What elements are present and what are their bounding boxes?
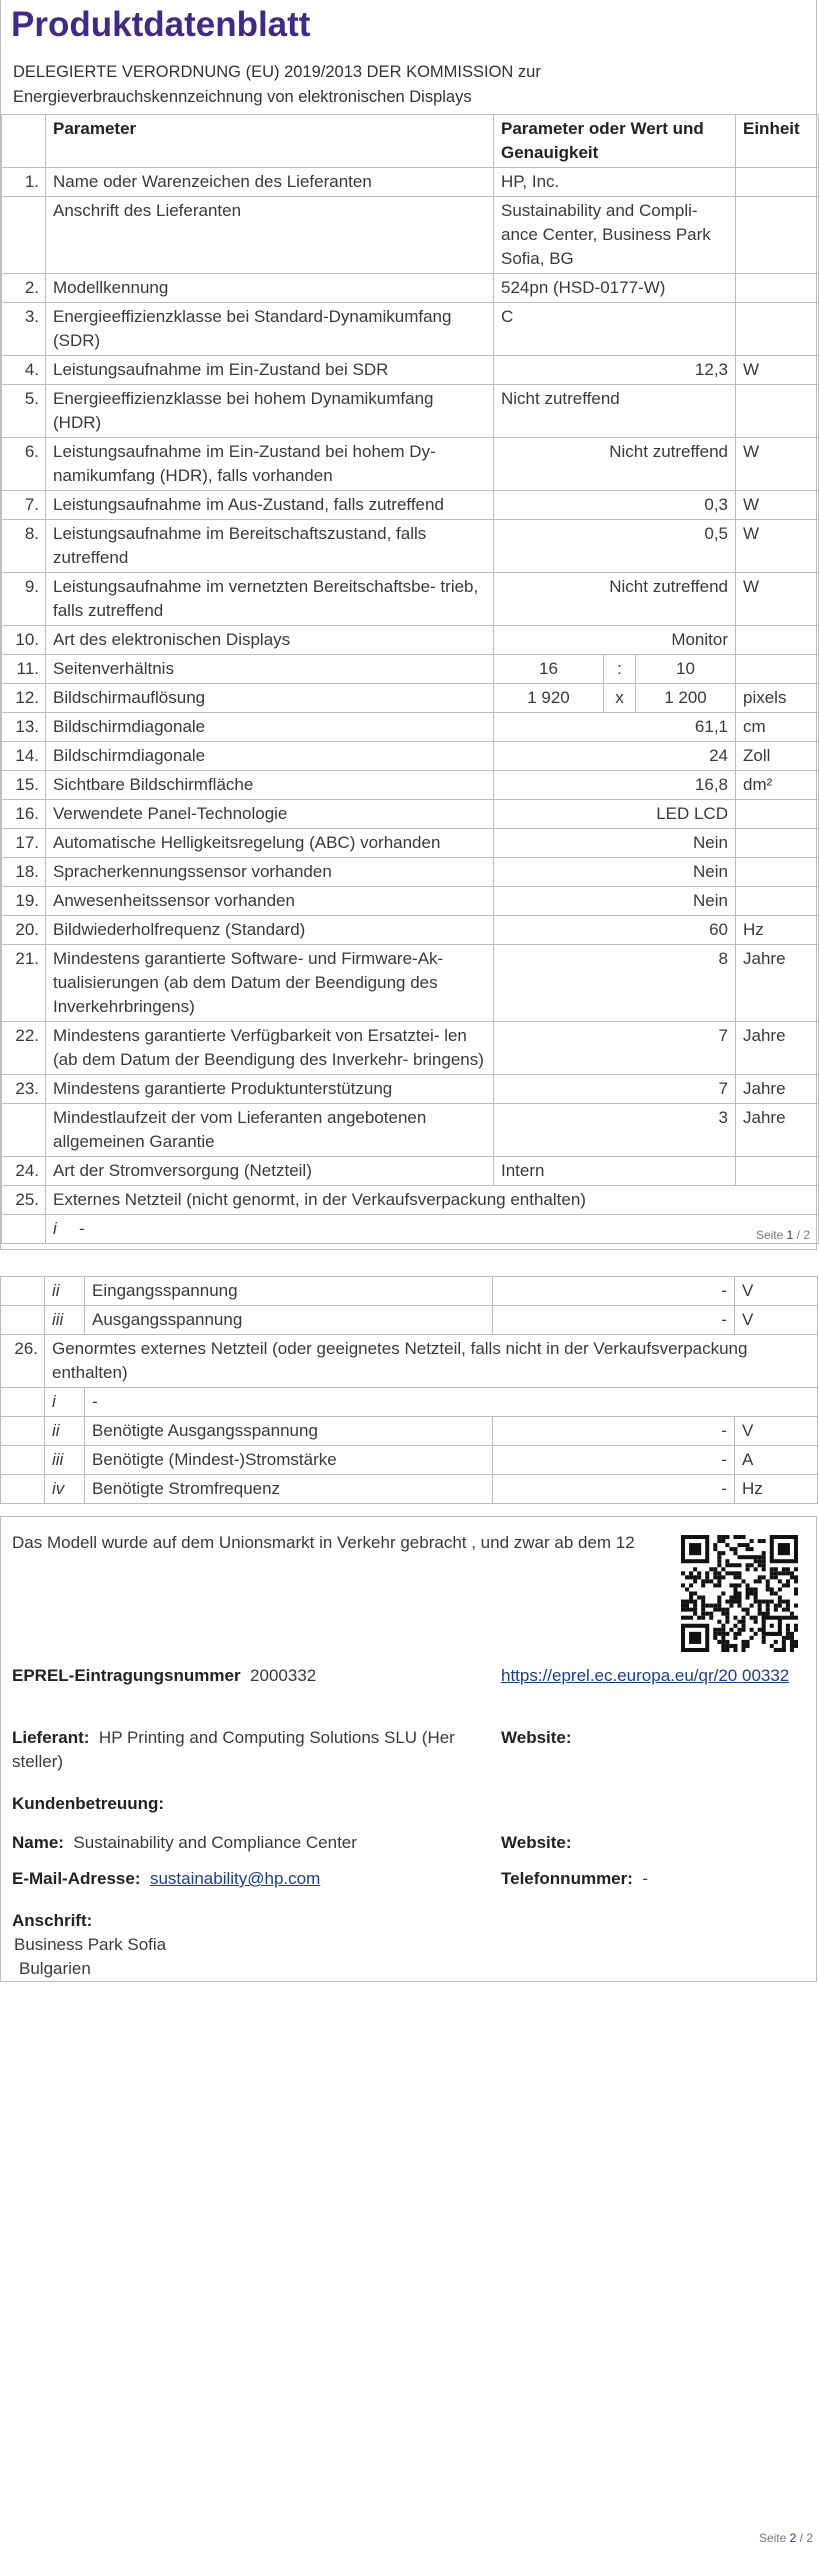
table-row [1, 1417, 818, 1446]
row-value: 3 [494, 1104, 736, 1157]
supplier-website: Website: [501, 1728, 572, 1747]
row-unit: W [736, 520, 819, 573]
row-unit [736, 385, 819, 438]
row-unit: W [736, 491, 819, 520]
row-value: Intern [494, 1157, 736, 1186]
row-unit: A [735, 1446, 818, 1475]
row-number: 25. [2, 1186, 46, 1215]
row-parameter: Modellkennung [46, 274, 494, 303]
row-unit: Zoll [736, 742, 819, 771]
qr-code[interactable] [681, 1535, 798, 1652]
row-value: Nein [494, 887, 736, 916]
page-number: Seite 1 / 2 [755, 1228, 810, 1242]
row-unit: Jahre [736, 945, 819, 1022]
table-row [1, 1475, 818, 1504]
row-unit [736, 887, 819, 916]
row-parameter: Benötigte Ausgangsspannung [85, 1417, 493, 1446]
row-number: 19. [2, 887, 46, 916]
row-parameter: Leistungsaufnahme im Ein-Zustand bei hohem Dy- namikumfang (HDR), falls vorhanden [46, 438, 494, 491]
row-unit: W [736, 573, 819, 626]
row-roman: i [45, 1388, 85, 1417]
row-value-a: 1 920 [494, 684, 604, 713]
row-number: 12. [2, 684, 46, 713]
row-parameter: Anschrift des Lieferanten [46, 197, 494, 274]
contact-phone: Telefonnummer: - [501, 1869, 649, 1888]
row-unit: cm [736, 713, 819, 742]
row-roman: ii [45, 1277, 85, 1306]
row-unit: pixels [736, 684, 819, 713]
table-row [2, 1104, 819, 1157]
table-row [2, 1022, 819, 1075]
row-unit: V [735, 1306, 818, 1335]
row-value: 24 [494, 742, 736, 771]
row-unit: Jahre [736, 1104, 819, 1157]
row-value-sep: : [604, 655, 636, 684]
row-value: Nein [494, 858, 736, 887]
table-row [2, 742, 819, 771]
row-value: Nein [494, 829, 736, 858]
row-parameter: Mindestlaufzeit der vom Lieferanten angebotenen allgemeinen Garantie [46, 1104, 494, 1157]
regulation-subtitle: DELEGIERTE VERORDNUNG (EU) 2019/2013 DER KOMMISSION zur Energieverbrauchskennzeichnung von elektronischen Displays [13, 63, 541, 106]
table-row [1, 1388, 818, 1417]
row-number: 15. [2, 771, 46, 800]
table-row [2, 916, 819, 945]
row-roman: iv [45, 1475, 85, 1504]
page-number-2: Seite 2 / 2 [758, 2531, 813, 2545]
row-number: 26. [1, 1335, 45, 1388]
row-number: 2. [2, 274, 46, 303]
row-roman: iii [45, 1446, 85, 1475]
row-value: 7 [494, 1075, 736, 1104]
row-parameter: Mindestens garantierte Software- und Firmware-Ak- tualisierungen (ab dem Datum der Beendigung des Inverkehrbringens) [46, 945, 494, 1022]
row-number: 13. [2, 713, 46, 742]
eprel-link[interactable]: https://eprel.ec.europa.eu/qr/20 00332 [501, 1666, 790, 1685]
datasheet-page-1 [0, 0, 817, 1250]
row-unit [736, 1157, 819, 1186]
row-number: 7. [2, 491, 46, 520]
row-value: 16,8 [494, 771, 736, 800]
row-value: - [85, 1388, 818, 1417]
row-value: Monitor [494, 626, 736, 655]
row-number: 5. [2, 385, 46, 438]
row-unit [736, 303, 819, 356]
row-value-sep: x [604, 684, 636, 713]
row-number: 8. [2, 520, 46, 573]
eprel-number: EPREL-Eintragungsnummer 2000332 [12, 1666, 317, 1685]
row-value-a: 16 [494, 655, 604, 684]
row-value: 61,1 [494, 713, 736, 742]
row-sub-i: i - [46, 1215, 819, 1244]
row-unit [736, 829, 819, 858]
table-row [2, 274, 819, 303]
row-unit [736, 858, 819, 887]
parameter-table-continued [0, 1276, 818, 1504]
table-row [2, 655, 819, 684]
table-row [2, 303, 819, 356]
row-value: - [493, 1277, 735, 1306]
row-value: 524pn (HSD-0177-W) [494, 274, 736, 303]
row-unit: dm² [736, 771, 819, 800]
row-value: LED LCD [494, 800, 736, 829]
row-number [1, 1388, 45, 1417]
row-number: 20. [2, 916, 46, 945]
row-parameter: Mindestens garantierte Produktunterstützung [46, 1075, 494, 1104]
row-number: 14. [2, 742, 46, 771]
row-value: 12,3 [494, 356, 736, 385]
table-row [1, 1446, 818, 1475]
contact-address: Anschrift: Business Park Sofia Bulgarien [12, 1911, 167, 1978]
row-parameter: Energieeffizienzklasse bei hohem Dynamikumfang (HDR) [46, 385, 494, 438]
table-row [2, 771, 819, 800]
row-parameter: Bildwiederholfrequenz (Standard) [46, 916, 494, 945]
table-row [2, 573, 819, 626]
row-parameter: Leistungsaufnahme im Bereitschaftszustand, falls zutreffend [46, 520, 494, 573]
row-parameter: Seitenverhältnis [46, 655, 494, 684]
row-number [2, 197, 46, 274]
table-row [2, 1215, 819, 1244]
table-row [2, 858, 819, 887]
row-parameter: Leistungsaufnahme im Ein-Zustand bei SDR [46, 356, 494, 385]
table-row [2, 197, 819, 274]
row-parameter: Benötigte (Mindest-)Stromstärke [85, 1446, 493, 1475]
row-parameter: Genormtes externes Netzteil (oder geeignetes Netzteil, falls nicht in der Verkaufsverpackung enthalten) [45, 1335, 818, 1388]
row-unit [736, 655, 819, 684]
row-parameter: Anwesenheitssensor vorhanden [46, 887, 494, 916]
table-row [2, 887, 819, 916]
table-row [2, 829, 819, 858]
table-row [2, 1157, 819, 1186]
row-parameter: Name oder Warenzeichen des Lieferanten [46, 168, 494, 197]
row-value: - [493, 1475, 735, 1504]
contact-website: Website: [501, 1833, 572, 1852]
row-parameter: Leistungsaufnahme im vernetzten Bereitschaftsbe- trieb, falls zutreffend [46, 573, 494, 626]
row-unit: W [736, 438, 819, 491]
row-number: 21. [2, 945, 46, 1022]
table-row [2, 626, 819, 655]
table-row [2, 684, 819, 713]
row-value: - [493, 1306, 735, 1335]
row-value-b: 10 [636, 655, 736, 684]
row-number [2, 1215, 46, 1244]
row-parameter: Bildschirmauflösung [46, 684, 494, 713]
row-number: 23. [2, 1075, 46, 1104]
table-row [2, 438, 819, 491]
row-parameter: Automatische Helligkeitsregelung (ABC) vorhanden [46, 829, 494, 858]
row-unit: W [736, 356, 819, 385]
contact-email: E-Mail-Adresse: sustainability@hp.com [12, 1869, 321, 1888]
row-unit: V [735, 1277, 818, 1306]
row-value: 7 [494, 1022, 736, 1075]
row-parameter: Sichtbare Bildschirmfläche [46, 771, 494, 800]
table-row [2, 1075, 819, 1104]
row-value: 8 [494, 945, 736, 1022]
table-row [2, 168, 819, 197]
header-value: Parameter oder Wert und Genauigkeit [494, 115, 736, 168]
row-number: 3. [2, 303, 46, 356]
table-row [2, 713, 819, 742]
table-row [1, 1277, 818, 1306]
row-value: 0,3 [494, 491, 736, 520]
row-unit: Jahre [736, 1022, 819, 1075]
row-value: 0,5 [494, 520, 736, 573]
row-parameter: Leistungsaufnahme im Aus-Zustand, falls zutreffend [46, 491, 494, 520]
row-value: Nicht zutreffend [494, 438, 736, 491]
table-row [2, 945, 819, 1022]
row-value: HP, Inc. [494, 168, 736, 197]
row-parameter: Energieeffizienzklasse bei Standard-Dynamikumfang (SDR) [46, 303, 494, 356]
row-number [1, 1446, 45, 1475]
table-row [2, 800, 819, 829]
row-number [1, 1306, 45, 1335]
row-parameter: Mindestens garantierte Verfügbarkeit von Ersatztei- len (ab dem Datum der Beendigung des Inverkehr- bringens) [46, 1022, 494, 1075]
row-number [1, 1277, 45, 1306]
table-row [2, 385, 819, 438]
row-number: 17. [2, 829, 46, 858]
table-row [2, 1186, 819, 1215]
row-parameter: Art des elektronischen Displays [46, 626, 494, 655]
row-value: Sustainability and Compli- ance Center, Business Park Sofia, BG [494, 197, 736, 274]
row-number: 10. [2, 626, 46, 655]
row-value: Nicht zutreffend [494, 385, 736, 438]
table-row [2, 520, 819, 573]
header-parameter: Parameter [46, 115, 494, 168]
row-unit: Hz [735, 1475, 818, 1504]
row-unit [736, 800, 819, 829]
row-number: 24. [2, 1157, 46, 1186]
row-roman: ii [45, 1417, 85, 1446]
row-unit [736, 626, 819, 655]
row-value: 60 [494, 916, 736, 945]
table-row [2, 491, 819, 520]
row-value: - [493, 1417, 735, 1446]
row-parameter: Externes Netzteil (nicht genormt, in der Verkaufsverpackung enthalten) [46, 1186, 819, 1215]
row-unit: Hz [736, 916, 819, 945]
row-number: 4. [2, 356, 46, 385]
row-number [1, 1417, 45, 1446]
customer-service-heading: Kundenbetreuung: [12, 1794, 165, 1813]
supplier: Lieferant: HP Printing and Computing Solutions SLU (Her steller) [12, 1728, 455, 1771]
row-number: 16. [2, 800, 46, 829]
row-parameter: Bildschirmdiagonale [46, 713, 494, 742]
email-link[interactable]: sustainability@hp.com [149, 1869, 321, 1888]
row-number: 9. [2, 573, 46, 626]
row-parameter: Eingangsspannung [85, 1277, 493, 1306]
row-number: 22. [2, 1022, 46, 1075]
row-parameter: Verwendete Panel-Technologie [46, 800, 494, 829]
row-number: 1. [2, 168, 46, 197]
row-unit [736, 197, 819, 274]
row-value: - [493, 1446, 735, 1475]
row-parameter: Bildschirmdiagonale [46, 742, 494, 771]
row-number: 6. [2, 438, 46, 491]
supplier-info-box [0, 1516, 817, 1982]
row-unit [736, 168, 819, 197]
row-unit [736, 274, 819, 303]
contact-name: Name: Sustainability and Compliance Center [12, 1833, 357, 1852]
parameter-table [1, 114, 819, 1244]
header-unit: Einheit [736, 115, 819, 168]
row-number [1, 1475, 45, 1504]
row-unit: Jahre [736, 1075, 819, 1104]
table-row [1, 1335, 818, 1388]
row-parameter: Spracherkennungssensor vorhanden [46, 858, 494, 887]
row-value: C [494, 303, 736, 356]
row-unit: V [735, 1417, 818, 1446]
row-parameter: Ausgangsspannung [85, 1306, 493, 1335]
row-value-b: 1 200 [636, 684, 736, 713]
row-value: Nicht zutreffend [494, 573, 736, 626]
row-number: 18. [2, 858, 46, 887]
row-number [2, 1104, 46, 1157]
table-row [2, 356, 819, 385]
table-row [1, 1306, 818, 1335]
market-date-text: Das Modell wurde auf dem Unionsmarkt in Verkehr gebracht , und zwar ab dem 12 [12, 1533, 635, 1552]
page-title: Produktdatenblatt [11, 5, 311, 44]
table-header-row [2, 115, 819, 168]
row-roman: iii [45, 1306, 85, 1335]
row-number: 11. [2, 655, 46, 684]
row-parameter: Art der Stromversorgung (Netzteil) [46, 1157, 494, 1186]
row-parameter: Benötigte Stromfrequenz [85, 1475, 493, 1504]
